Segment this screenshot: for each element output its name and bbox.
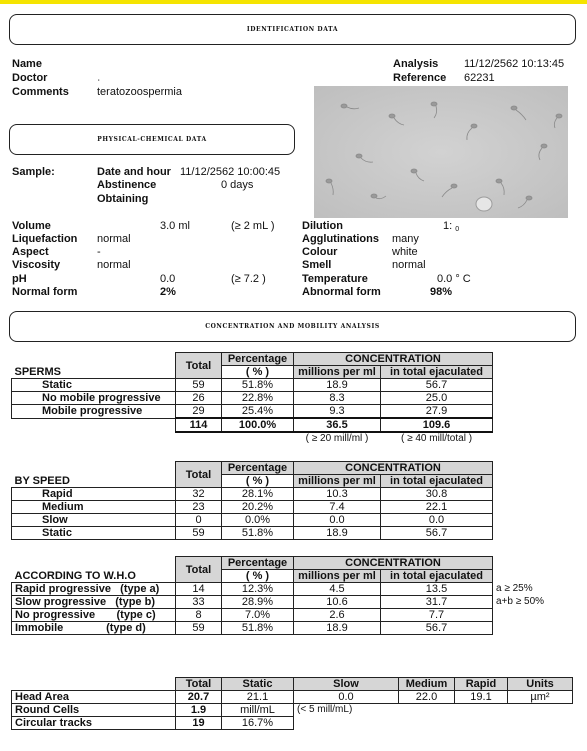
- smell-label: Smell: [302, 259, 332, 271]
- concentration-header-cell: CONCENTRATION: [294, 462, 493, 475]
- sperms-title: SPERMS: [14, 365, 61, 378]
- liquefaction-label: Liquefaction: [12, 233, 78, 245]
- cell: 31.7: [381, 596, 493, 609]
- cell: 33: [176, 596, 222, 609]
- liquefaction-value: normal: [97, 233, 131, 245]
- cell: 56.7: [381, 622, 493, 635]
- abstinence-value: 0 days: [221, 179, 254, 191]
- cell: 12.3%: [222, 583, 294, 596]
- sum-tot: 109.6: [381, 418, 493, 432]
- aspect-label: Aspect: [12, 246, 49, 258]
- table-row: [12, 691, 573, 704]
- cell: 0: [176, 514, 222, 527]
- ref-mil: ( ≥ 20 mill/ml ): [305, 433, 369, 444]
- row-label: Slow: [12, 514, 176, 527]
- sample-label: Sample:: [12, 166, 55, 178]
- cell: 0.0%: [222, 514, 294, 527]
- morph-header: Static: [222, 678, 294, 691]
- cell: 8: [176, 609, 222, 622]
- morph-header: Medium: [399, 678, 455, 691]
- dilution-label: Dilution: [302, 220, 343, 232]
- sperms-table: [11, 352, 493, 445]
- who-label: Rapid progressive: [15, 583, 111, 595]
- ph-value: 0.0: [160, 273, 176, 285]
- row-label: [12, 609, 176, 622]
- table-row: [12, 418, 493, 432]
- millions-header: millions per ml: [294, 366, 381, 379]
- who-type: (type a): [120, 583, 160, 595]
- cell: 20.2%: [222, 501, 294, 514]
- who-label: Slow progressive: [15, 596, 107, 608]
- who-note: a ≥ 25%: [496, 583, 533, 594]
- concentration-header-cell: CONCENTRATION: [294, 557, 493, 570]
- reference-label: Reference: [393, 72, 447, 84]
- percentage-unit: ( % ): [222, 475, 294, 488]
- who-note: [493, 609, 553, 622]
- cell: 23: [176, 501, 222, 514]
- cell: 27.9: [381, 405, 493, 419]
- who-table: [11, 556, 553, 635]
- agglutinations-value: many: [392, 233, 419, 245]
- microscope-image: [314, 86, 568, 218]
- table-row: [12, 609, 553, 622]
- cell: 20.7: [176, 691, 222, 704]
- cell: 0.0: [381, 514, 493, 527]
- cell: 59: [176, 527, 222, 540]
- cell: 14: [176, 583, 222, 596]
- table-row: [12, 717, 573, 730]
- colour-label: Colour: [302, 246, 338, 258]
- cell: 0.0: [294, 514, 381, 527]
- morph-header: Rapid: [455, 678, 508, 691]
- normal-form-value: 2%: [160, 286, 176, 298]
- row-label: Circular tracks: [12, 717, 176, 730]
- in-total-header: in total ejaculated: [381, 475, 493, 488]
- dilution-value: [443, 220, 459, 236]
- table-row: [12, 570, 553, 583]
- cell: 29: [176, 405, 222, 419]
- row-label: No mobile progressive: [12, 392, 176, 405]
- percentage-unit: ( % ): [222, 570, 294, 583]
- smell-value: normal: [392, 259, 426, 271]
- table-row: [12, 557, 553, 570]
- comments-value: teratozoospermia: [97, 86, 182, 98]
- aspect-value: -: [97, 246, 101, 258]
- cell: 22.0: [399, 691, 455, 704]
- ref-tot: ( ≥ 40 mill/total ): [400, 433, 473, 444]
- total-header: Total: [176, 353, 222, 379]
- table-row: [12, 622, 553, 635]
- who-type: (type b): [115, 596, 155, 608]
- table-row: [12, 353, 493, 366]
- concentration-header: [9, 311, 576, 342]
- identification-header: [9, 14, 576, 45]
- who-note: a+b ≥ 50%: [496, 596, 545, 607]
- row-label: [12, 622, 176, 635]
- table-row: [12, 678, 573, 691]
- table-row: [12, 488, 493, 501]
- morph-header: Units: [508, 678, 573, 691]
- cell: 30.8: [381, 488, 493, 501]
- millions-header: millions per ml: [294, 475, 381, 488]
- cell: 19.1: [455, 691, 508, 704]
- cell: 51.8%: [222, 622, 294, 635]
- volume-label: Volume: [12, 220, 51, 232]
- doctor-value: ˌ: [97, 70, 101, 82]
- cell: 18.9: [294, 379, 381, 392]
- temperature-value: 0.0 ° C: [437, 273, 471, 285]
- analysis-value: 11/12/2562 10:13:45: [464, 58, 565, 70]
- cell: 56.7: [381, 379, 493, 392]
- row-label: Mobile progressive: [12, 405, 176, 419]
- in-total-header: in total ejaculated: [381, 570, 493, 583]
- cell: 28.9%: [222, 596, 294, 609]
- dilution-subscript: 0: [455, 226, 460, 233]
- physical-chemical-title: PHYSICAL-CHEMICAL DATA: [97, 136, 207, 143]
- cell: 22.8%: [222, 392, 294, 405]
- viscosity-label: Viscosity: [12, 259, 61, 271]
- cell: 2.6: [294, 609, 381, 622]
- obtaining-label: Obtaining: [97, 193, 149, 205]
- sum-pct: 100.0%: [222, 418, 294, 432]
- cell: 4.5: [294, 583, 381, 596]
- percentage-header: Percentage: [222, 557, 294, 570]
- cell: 16.7%: [222, 717, 294, 730]
- table-row: [12, 379, 493, 392]
- cell: 9.3: [294, 405, 381, 419]
- ph-label: pH: [12, 273, 27, 285]
- who-note: [493, 622, 553, 635]
- row-label: Head Area: [12, 691, 176, 704]
- morph-header: Slow: [294, 678, 399, 691]
- cell: 22.1: [381, 501, 493, 514]
- percentage-header: Percentage: [222, 353, 294, 366]
- abstinence-label: Abstinence: [97, 179, 157, 191]
- table-row: [12, 527, 493, 540]
- cell: mill/mL: [222, 704, 294, 717]
- normal-form-label: Normal form: [12, 286, 78, 298]
- cell: 7.4: [294, 501, 381, 514]
- row-label: Rapid: [12, 488, 176, 501]
- row-label: Round Cells: [12, 704, 176, 717]
- doctor-label: Doctor: [12, 72, 48, 84]
- identification-title: IDENTIFICATION DATA: [246, 26, 339, 33]
- cell: 51.8%: [222, 527, 294, 540]
- cell: µm²: [508, 691, 573, 704]
- table-row: [12, 704, 573, 717]
- ph-ref: (≥ 7.2 ): [231, 273, 266, 285]
- cell: 19: [176, 717, 222, 730]
- name-label: Name: [12, 58, 42, 70]
- cell: 7.0%: [222, 609, 294, 622]
- millions-header: millions per ml: [294, 570, 381, 583]
- cell: 28.1%: [222, 488, 294, 501]
- table-row: [12, 432, 493, 445]
- morph-header: Total: [176, 678, 222, 691]
- cell: 0.0: [294, 691, 399, 704]
- comments-label: Comments: [12, 86, 69, 98]
- cell: 25.0: [381, 392, 493, 405]
- table-row: [12, 501, 493, 514]
- table-row: [12, 475, 493, 488]
- viscosity-value: normal: [97, 259, 131, 271]
- date-hour-value: 11/12/2562 10:00:45: [180, 166, 281, 178]
- table-row: [12, 596, 553, 609]
- volume-ref: (≥ 2 mL ): [231, 220, 275, 232]
- colour-value: white: [392, 246, 418, 258]
- who-label: No progressive: [15, 609, 96, 621]
- row-label: Medium: [12, 501, 176, 514]
- cell: 8.3: [294, 392, 381, 405]
- concentration-title: CONCENTRATION AND MOBILITY ANALYSIS: [205, 323, 380, 330]
- cell: 25.4%: [222, 405, 294, 419]
- round-cells-ref: (< 5 mill/mL): [297, 704, 353, 716]
- sum-mil: 36.5: [294, 418, 381, 432]
- cell: 10.3: [294, 488, 381, 501]
- temperature-label: Temperature: [302, 273, 368, 285]
- in-total-header: in total ejaculated: [381, 366, 493, 379]
- sperm-micrograph: [314, 86, 568, 218]
- cell: 10.6: [294, 596, 381, 609]
- analysis-label: Analysis: [393, 58, 439, 70]
- cell: 59: [176, 622, 222, 635]
- who-title: ACCORDING TO W.H.O: [14, 569, 136, 582]
- top-accent-bar: [0, 0, 587, 4]
- speed-table: [11, 461, 493, 540]
- cell: 32: [176, 488, 222, 501]
- who-label: Immobile: [15, 622, 64, 634]
- dilution-ratio: 1:: [443, 220, 453, 232]
- cell: 7.7: [381, 609, 493, 622]
- sum-total: 114: [176, 418, 222, 432]
- cell: 51.8%: [222, 379, 294, 392]
- cell: 13.5: [381, 583, 493, 596]
- physical-chemical-header: [9, 124, 295, 155]
- percentage-header: Percentage: [222, 462, 294, 475]
- cell: 59: [176, 379, 222, 392]
- cell: 56.7: [381, 527, 493, 540]
- abnormal-form-label: Abnormal form: [302, 286, 381, 298]
- morphology-table: [11, 677, 573, 730]
- date-hour-label: Date and hour: [97, 166, 171, 178]
- table-row: [12, 366, 493, 379]
- abnormal-form-value: 98%: [430, 286, 453, 298]
- table-row: [12, 462, 493, 475]
- who-type: (type d): [106, 622, 146, 634]
- speed-title: BY SPEED: [14, 474, 70, 487]
- volume-value: 3.0 ml: [160, 220, 190, 232]
- row-label: Static: [12, 379, 176, 392]
- cell: 18.9: [294, 622, 381, 635]
- cell: 1.9: [176, 704, 222, 717]
- table-row: [12, 392, 493, 405]
- table-row: [12, 405, 493, 419]
- cell: 21.1: [222, 691, 294, 704]
- row-label: Static: [12, 527, 176, 540]
- cell: 26: [176, 392, 222, 405]
- percentage-unit: ( % ): [222, 366, 294, 379]
- agglutinations-label: Agglutinations: [302, 233, 379, 245]
- cell: 18.9: [294, 527, 381, 540]
- table-row: [12, 583, 553, 596]
- total-header: Total: [176, 557, 222, 583]
- row-label: [12, 596, 176, 609]
- who-type: (type c): [116, 609, 156, 621]
- row-label: [12, 583, 176, 596]
- concentration-header-cell: CONCENTRATION: [294, 353, 493, 366]
- table-row: [12, 514, 493, 527]
- reference-value: 62231: [464, 72, 495, 84]
- total-header: Total: [176, 462, 222, 488]
